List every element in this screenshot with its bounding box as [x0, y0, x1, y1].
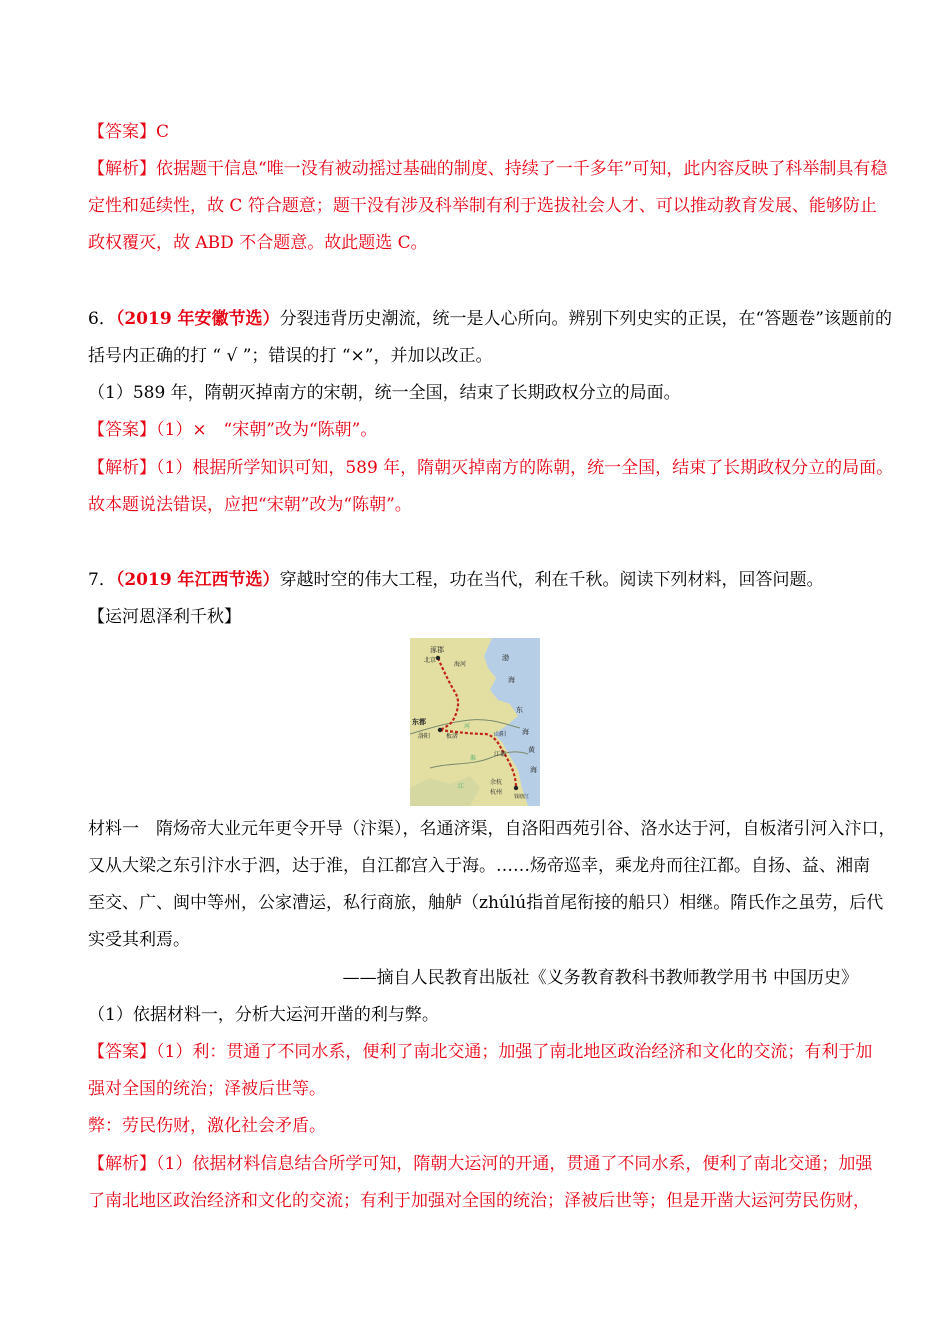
label-huai: 淮 — [470, 756, 477, 762]
q5-analysis-line-3: 政权覆灭，故 ABD 不合题意。故此题选 C。 — [88, 233, 428, 253]
label-dongdu: 东都 — [412, 719, 426, 726]
q7-heading: 【运河恩泽利千秋】 — [88, 607, 241, 627]
q7-material-line-2: 又从大梁之东引汴水于泗，达于淮，自江都宫入于海。……炀帝巡幸，乘龙舟而往江都。自扬、益、湘南 — [88, 856, 870, 876]
luoyang-marker — [438, 728, 442, 732]
q7-stem: 7．（2019 年江西节选）穿越时空的伟大工程，功在当代，利在千秋。阅读下列材料，回答问题。 — [88, 570, 824, 590]
label-luoyang: 洛阳 — [418, 734, 431, 740]
answer-label: 【答案】 — [88, 420, 156, 440]
q6-stem-line-1: 6．（2019 年安徽节选）分裂违背历史潮流，统一是人心所向。辨别下列史实的正误，在“答题卷”该题前的 — [88, 309, 892, 329]
q5-analysis-line-1: 【解析】依据题干信息“唯一没有被动摇过基础的制度、持续了一千多年”可知，此内容反映了科举制具有稳 — [88, 159, 888, 179]
label-beijing: 北京 — [424, 658, 437, 664]
label-zhuojun: 涿郡 — [430, 647, 444, 654]
yuhang-marker — [514, 786, 518, 790]
q7-answer-line-2: 强对全国的统治；泽被后世等。 — [88, 1079, 326, 1099]
q7-citation: ——摘自人民教育出版社《义务教育教科书教师教学用书 中国历史》 — [342, 968, 858, 988]
label-bohai-1: 渤 — [502, 655, 509, 662]
q7-answer-line-3: 弊：劳民伤财，激化社会矛盾。 — [88, 1116, 326, 1136]
label-donghai-2: 海 — [522, 729, 529, 736]
label-hangzhou: 杭州 — [490, 790, 503, 796]
answer-text: （1）× “宋朝”改为“陈朝”。 — [156, 420, 378, 440]
question-number: 6． — [88, 309, 116, 329]
grand-canal-map-image — [410, 638, 540, 806]
q7-analysis-line-1: 【解析】（1）依据材料信息结合所学可知，隋朝大运河的开通，贯通了不同水系，便利了南北交通；加强 — [88, 1154, 873, 1174]
answer-value: C — [156, 122, 170, 142]
label-huanghai-2: 海 — [530, 767, 537, 774]
label-huanghai-1: 黄 — [528, 747, 535, 754]
q5-analysis-line-2: 定性和延续性，故 C 符合题意；题干没有涉及科举制有利于选拔社会人才、可以推动教育发展、能够防止 — [88, 196, 877, 216]
q7-answer-line-1: 【答案】（1）利：贯通了不同水系，便利了南北交通；加强了南北地区政治经济和文化的交流；有利于加 — [88, 1042, 873, 1062]
answer-label: 【答案】 — [88, 122, 156, 142]
question-source: （2019 年江西节选） — [115, 570, 280, 590]
label-donghai-1: 东 — [516, 707, 523, 714]
label-shanyang: 山阳 — [494, 732, 507, 738]
label-jiangdu: 江都 — [494, 752, 507, 758]
answer-label: 【答案】 — [88, 1042, 156, 1062]
label-bohai-2: 海 — [508, 677, 515, 684]
analysis-label: 【解析】 — [88, 159, 156, 179]
q7-material-line-3: 至交、广、闽中等州，公家漕运，私行商旅，舳舻（zhúlú指首尾衔接的船只）相继。隋氏作之虽劳，后代 — [88, 893, 884, 913]
q7-material-line-4: 实受其利焉。 — [88, 930, 190, 950]
label-yuhang: 余杭 — [490, 780, 503, 786]
q6-analysis-line-1: 【解析】（1）根据所学知识可知，589 年，隋朝灭掉南方的陈朝，统一全国，结束了长期政权分立的局面。 — [88, 458, 894, 478]
question-source: （2019 年安徽节选） — [115, 309, 280, 329]
q5-answer — [88, 120, 169, 144]
q6-answer — [88, 418, 377, 442]
grand-canal-map — [410, 638, 540, 806]
question-number: 7． — [88, 570, 116, 590]
label-qiantang: 钱塘江 — [514, 794, 530, 800]
label-haihe: 海河 — [454, 662, 467, 668]
q7-material-line-1: 材料一 隋炀帝大业元年更令开导（汴渠），名通济渠，自洛阳西苑引谷、洛水达于河，自板渚引河入汴口， — [88, 819, 896, 839]
analysis-label: 【解析】 — [88, 458, 156, 478]
label-jiang: 江 — [458, 784, 465, 790]
q7-analysis-line-2: 了南北地区政治经济和文化的交流；有利于加强对全国的统治；泽被后世等；但是开凿大运河劳民伤财， — [88, 1191, 870, 1211]
label-banzhu: 板渚 — [446, 734, 459, 740]
q6-stem-line-2: 括号内正确的打 “ √ ”；错误的打 “×”，并加以改正。 — [88, 346, 493, 366]
q6-sub1: （1）589 年，隋朝灭掉南方的宋朝，统一全国，结束了长期政权分立的局面。 — [88, 383, 681, 403]
q6-analysis-line-2: 故本题说法错误，应把“宋朝”改为“陈朝”。 — [88, 495, 412, 515]
zhuojun-marker — [436, 656, 440, 660]
label-he: 河 — [464, 724, 471, 730]
analysis-label: 【解析】 — [88, 1154, 156, 1174]
q7-sub1: （1）依据材料一，分析大运河开凿的利与弊。 — [88, 1005, 439, 1025]
